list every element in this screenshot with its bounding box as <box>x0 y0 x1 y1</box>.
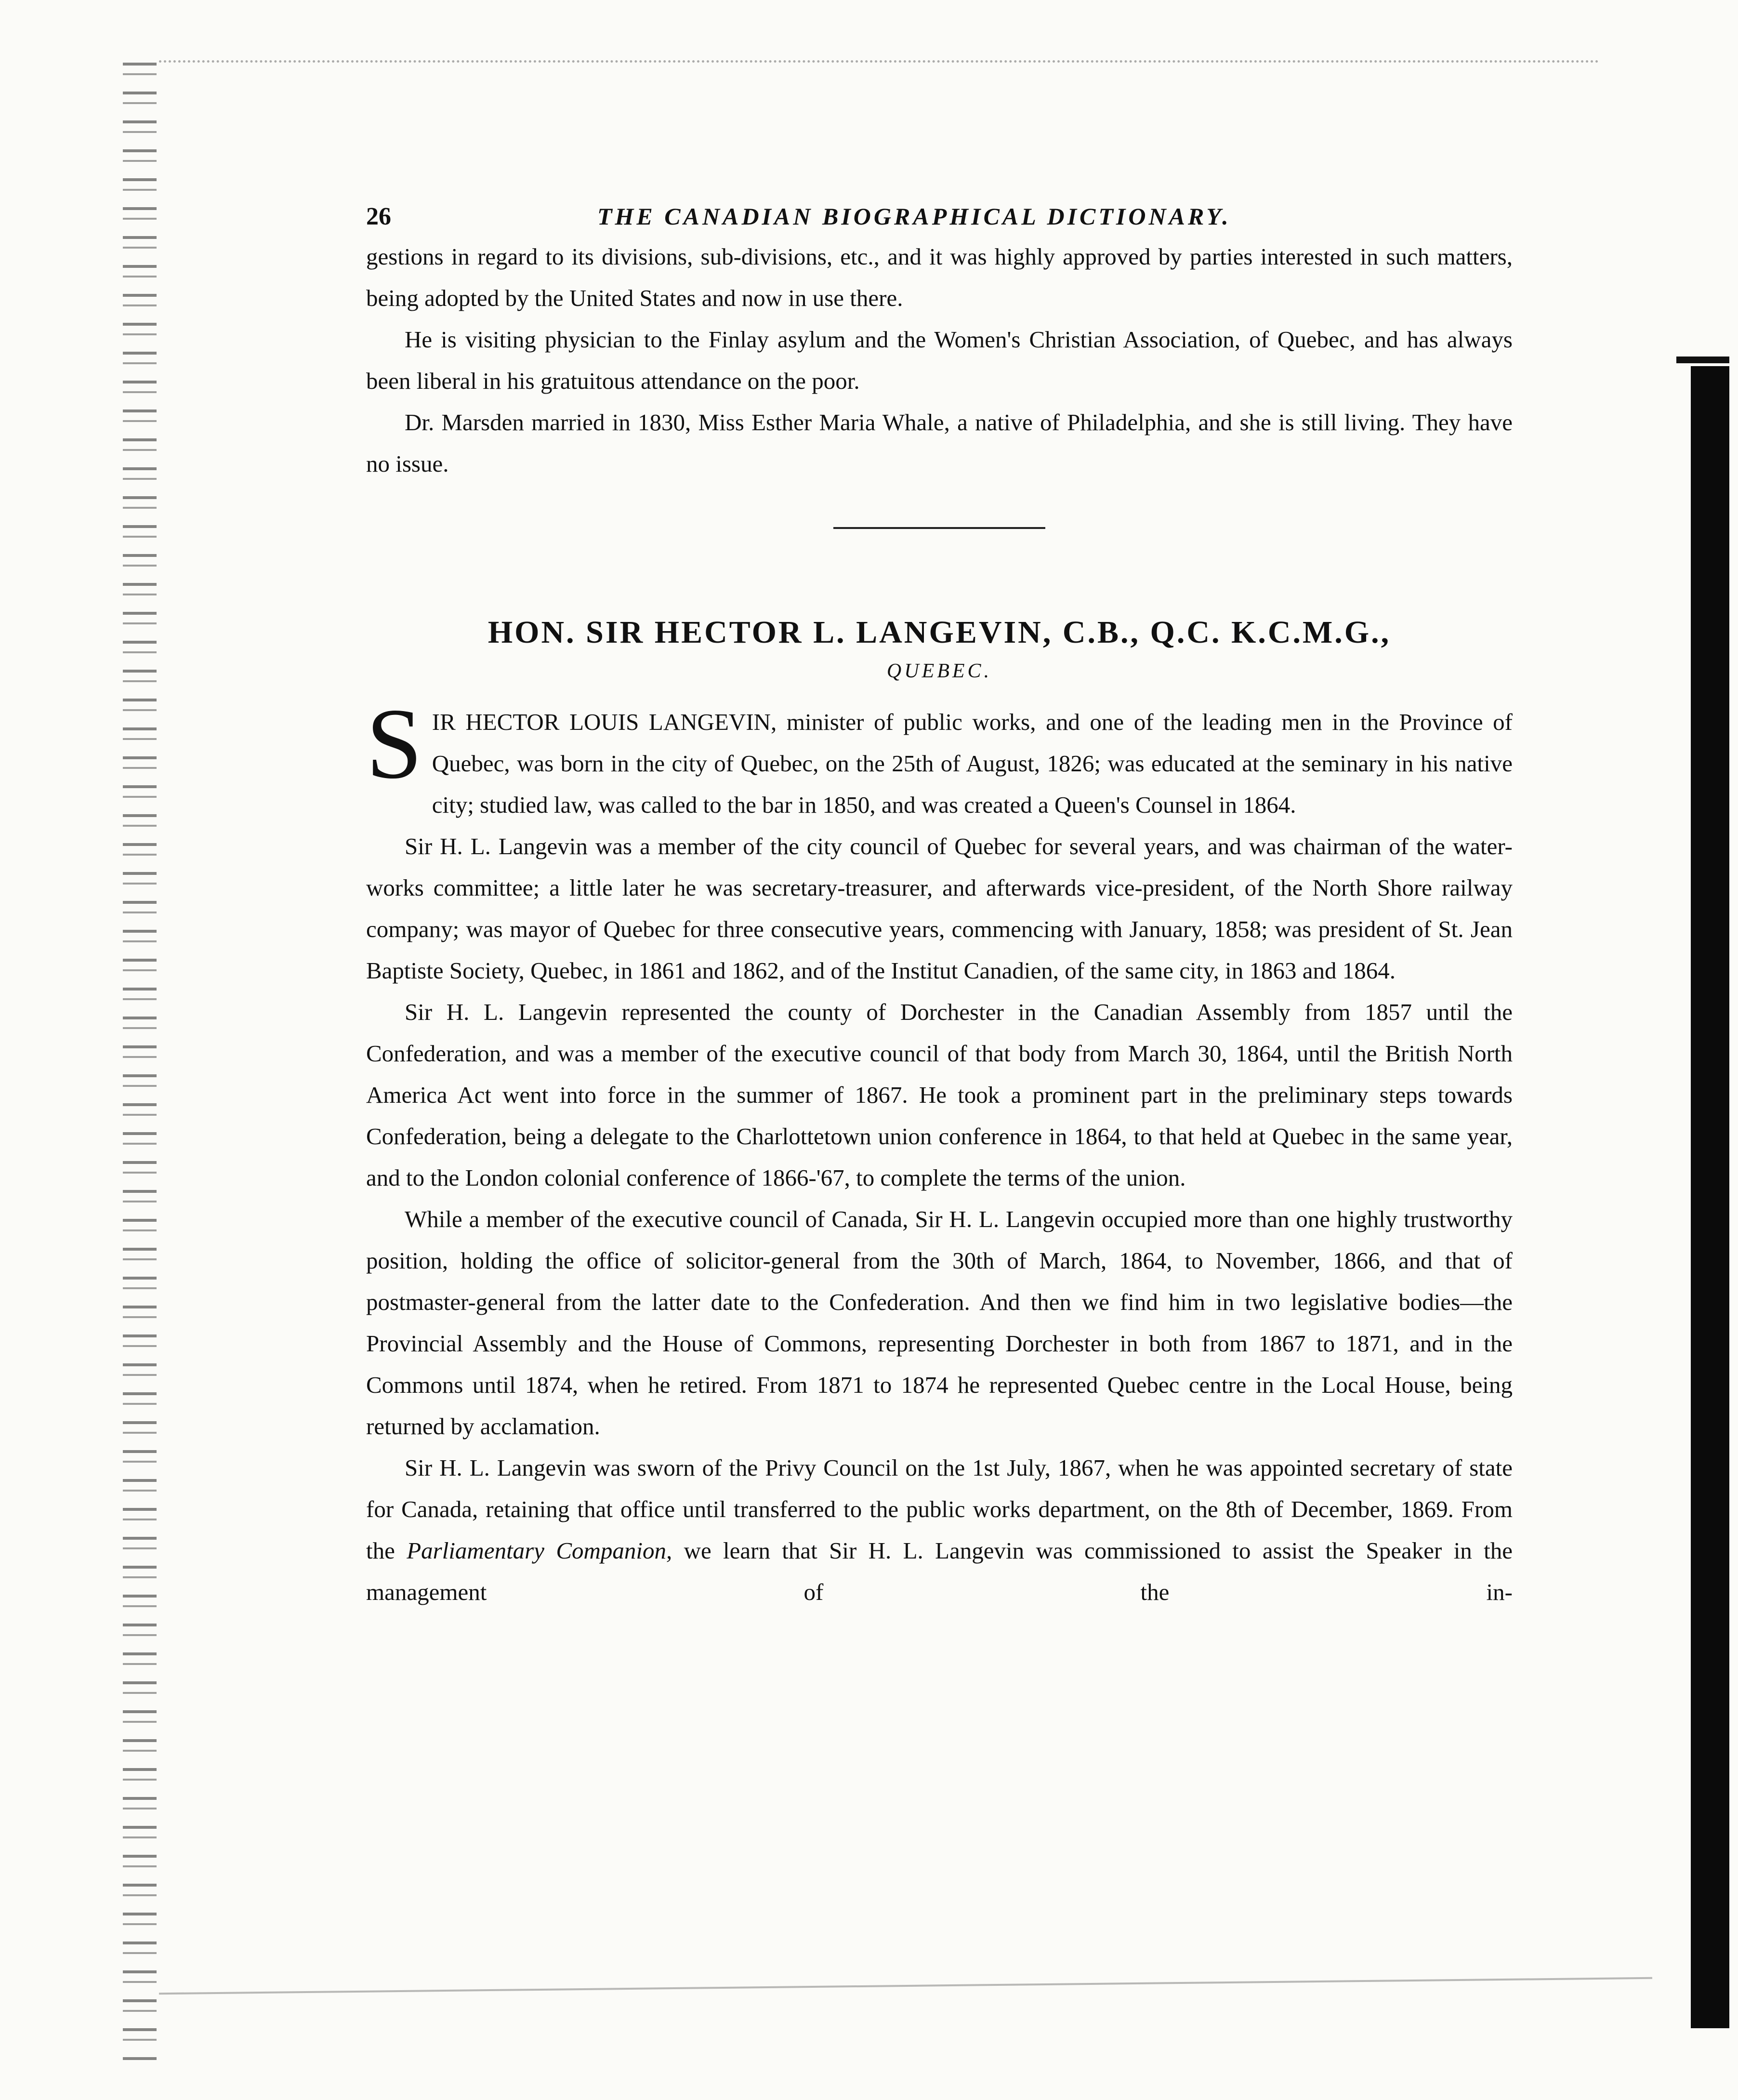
scan-artifact-top-edge <box>159 60 1599 65</box>
page-number: 26 <box>366 203 391 230</box>
drop-cap: S <box>366 688 422 800</box>
entry-heading: HON. SIR HECTOR L. LANGEVIN, C.B., Q.C. K.C.M.G., <box>487 615 1391 650</box>
paragraph: He is visiting physician to the Finlay asylum and the Women's Christian Association, of Quebec, and has always been liberal in his gratuitous attendance on the poor. <box>366 326 1513 394</box>
entry-location: QUEBEC. <box>886 660 992 682</box>
scan-artifact-binding-edge <box>123 63 157 2062</box>
running-title: THE CANADIAN BIOGRAPHICAL DICTIONARY. <box>597 203 1231 230</box>
first-paragraph <box>366 688 1513 826</box>
scan-artifact-right-mark <box>1676 357 1729 363</box>
final-paragraph-text-a: Sir H. L. Langevin was sworn of the Privy Council on the 1st July, 1867, when he was appointed secretary of state for Canada, retaining that office until transferred to the public works department, on the 8th of December, 1869. From the <box>366 1454 1513 1564</box>
paragraph: gestions in regard to its divisions, sub-divisions, etc., and it was highly approved by parties interested in such matters, being adopted by the United States and now in use there. <box>366 243 1513 311</box>
scan-artifact-bottom-edge <box>159 1977 1652 1996</box>
book-page <box>366 202 1513 1946</box>
first-paragraph-text: IR HECTOR LOUIS LANGEVIN, minister of public works, and one of the leading men in the Province of Quebec, was born in the city of Quebec, on the 25th of August, 1826; was educated at the seminary in his native city; studied law, was called to the bar in 1850, and was created a Queen's Counsel in 1864. <box>432 709 1513 818</box>
running-head <box>366 202 1513 236</box>
paragraph: Sir H. L. Langevin represented the county of Dorchester in the Canadian Assembly from 1857 until the Confederation, and was a member of the executive council of that body from March 30, 1864, until the British North America Act went into force in the summer of 1867. He took a prominent part in the preliminary steps towards Confederation, being a delegate to the Charlottetown union conference in 1864, to that held at Quebec in the same year, and to the London colonial conference of 1866-'67, to complete the terms of the union. <box>366 999 1513 1191</box>
final-paragraph <box>366 1447 1513 1613</box>
paragraph: While a member of the executive council of Canada, Sir H. L. Langevin occupied more than one highly trustworthy position, holding the office of solicitor-general from the 30th of March, 1864, to November, 1866, and that of postmaster-general from the latter date to the Confederation. And then we find him in two legislative bodies—the Provincial Assembly and the House of Commons, representing Dorchester in both from 1867 to 1871, and in the Commons until 1874, when he retired. From 1871 to 1874 he represented Quebec centre in the Local House, being returned by acclamation. <box>366 1206 1513 1440</box>
previous-entry-continuation <box>366 236 1513 485</box>
scan-artifact-right-bar <box>1691 366 1729 2028</box>
paragraph: Sir H. L. Langevin was a member of the city council of Quebec for several years, and was chairman of the water-works committee; a little later he was secretary-treasurer, and afterwards vice-president, of the North Shore railway company; was mayor of Quebec for three consecutive years, commencing with January, 1858; was president of St. Jean Baptiste Society, Quebec, in 1861 and 1862, and of the Institut Canadien, of the same city, in 1863 and 1864. <box>366 833 1513 984</box>
parliamentary-companion-title: Parliamentary Companion, <box>407 1537 672 1564</box>
section-divider-rule <box>833 527 1045 529</box>
entry-body <box>366 688 1513 1613</box>
paragraph: Dr. Marsden married in 1830, Miss Esther Maria Whale, a native of Philadelphia, and she is still living. They have no issue. <box>366 409 1513 477</box>
final-paragraph-text-b: we learn that Sir H. L. Langevin was commissioned to assist the Speaker in the management of the in- <box>366 1537 1513 1605</box>
